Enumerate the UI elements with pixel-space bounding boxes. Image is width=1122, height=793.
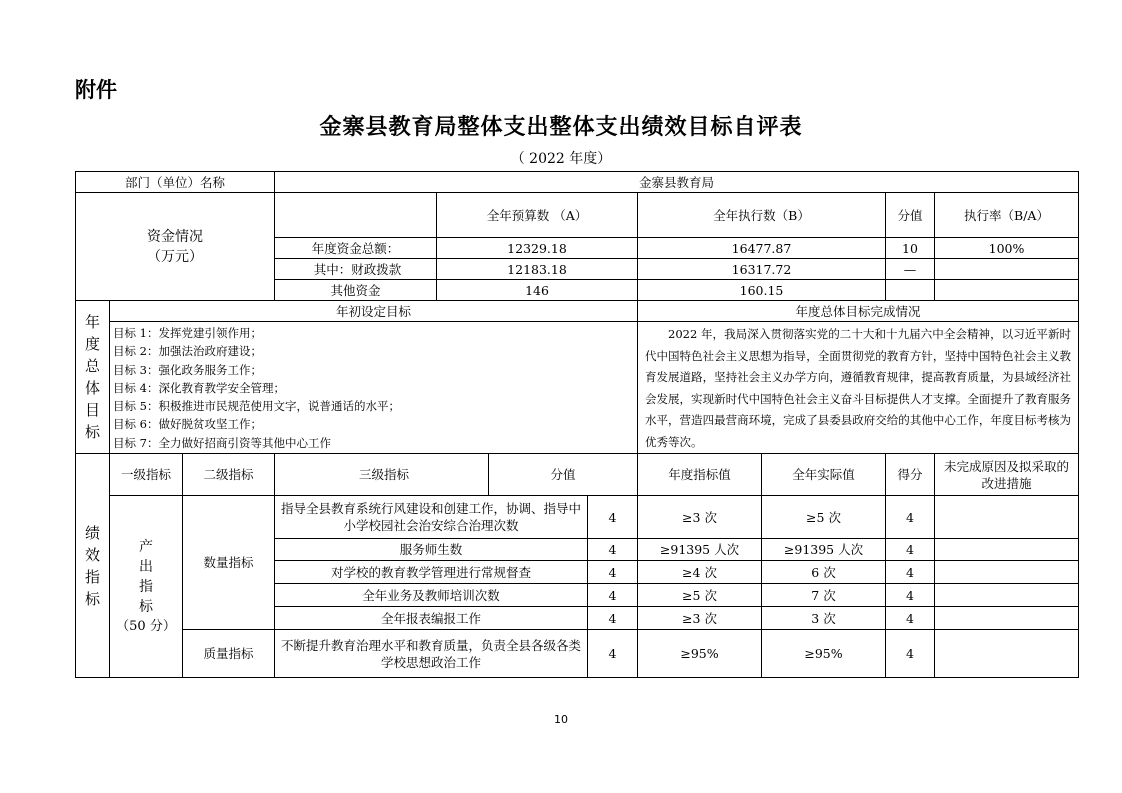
indicator-reason: [935, 496, 1079, 539]
indicator-reason: [935, 607, 1079, 630]
funds-row-rate: 100%: [935, 238, 1079, 259]
funds-row-rate: [935, 280, 1079, 301]
header-level3: 三级指标: [275, 454, 489, 496]
header-target: 年度指标值: [638, 454, 762, 496]
indicator-name: 全年报表编报工作: [275, 607, 588, 630]
evaluation-table: [75, 171, 1079, 678]
indicator-name: 服务师生数: [275, 539, 588, 561]
funds-row-name: 年度资金总额：: [275, 238, 437, 259]
funds-row-executed: 16477.87: [638, 238, 886, 259]
quantity-indicator-label: 数量指标: [183, 496, 275, 630]
indicator-target: ≥95%: [638, 630, 762, 678]
indicator-score: 4: [588, 561, 638, 584]
dept-value: 金寨县教育局: [275, 172, 1079, 193]
indicator-actual: ≥91395 人次: [762, 539, 886, 561]
indicator-target: ≥4 次: [638, 561, 762, 584]
indicator-score: 4: [588, 584, 638, 607]
indicator-actual: ≥5 次: [762, 496, 886, 539]
header-reason: 未完成原因及拟采取的改进措施: [935, 454, 1079, 496]
header-score: 分值: [489, 454, 638, 496]
goal-item: 目标 3：强化政务服务工作；: [113, 362, 262, 377]
indicator-name: 全年业务及教师培训次数: [275, 584, 588, 607]
goal-item: 目标 1：发挥党建引领作用；: [113, 326, 262, 340]
performance-side-label: 绩效指标: [76, 454, 110, 678]
funds-header-budget: 全年预算数 （A）: [437, 193, 638, 238]
indicator-reason: [935, 630, 1079, 678]
attachment-label: 附件: [75, 78, 117, 102]
funds-row-executed: 16317.72: [638, 259, 886, 280]
indicator-reason: [935, 539, 1079, 561]
indicator-got: 4: [886, 607, 935, 630]
year-label: （ 2022 年度）: [510, 151, 612, 167]
funds-label: 资金情况 （万元）: [76, 193, 275, 301]
indicator-target: ≥3 次: [638, 607, 762, 630]
quality-indicator-label: 质量指标: [183, 630, 275, 678]
indicator-actual: ≥95%: [762, 630, 886, 678]
indicator-got: 4: [886, 561, 935, 584]
indicator-actual: 3 次: [762, 607, 886, 630]
header-level2: 二级指标: [183, 454, 275, 496]
indicator-name: 指导全县教育系统行风建设和创建工作，协调、指导中小学校园社会治安综合治理次数: [275, 496, 588, 539]
indicator-score: 4: [588, 630, 638, 678]
funds-header-rate: 执行率（B/A）: [935, 193, 1079, 238]
funds-row-budget: 12329.18: [437, 238, 638, 259]
indicator-name: 对学校的教育教学管理进行常规督查: [275, 561, 588, 584]
page-title: 金寨县教育局整体支出整体支出绩效目标自评表: [319, 115, 803, 140]
funds-row-rate: [935, 259, 1079, 280]
funds-row-score: 10: [886, 238, 935, 259]
indicator-actual: 7 次: [762, 584, 886, 607]
funds-row-name: 其中：财政拨款: [275, 259, 437, 280]
indicator-score: 4: [588, 539, 638, 561]
output-indicator-label: 产出指标 （50 分）: [110, 496, 183, 678]
indicator-got: 4: [886, 584, 935, 607]
indicator-got: 4: [886, 496, 935, 539]
indicator-got: 4: [886, 539, 935, 561]
page-number: 10: [554, 713, 568, 726]
initial-goals-header: 年初设定目标: [110, 301, 638, 322]
indicator-reason: [935, 584, 1079, 607]
funds-row-executed: 160.15: [638, 280, 886, 301]
funds-row-score: [886, 280, 935, 301]
funds-row-name: 其他资金: [275, 280, 437, 301]
indicator-actual: 6 次: [762, 561, 886, 584]
indicator-target: ≥3 次: [638, 496, 762, 539]
indicator-score: 4: [588, 496, 638, 539]
indicator-got: 4: [886, 630, 935, 678]
funds-header-score: 分值: [886, 193, 935, 238]
header-actual: 全年实际值: [762, 454, 886, 496]
goal-item: 目标 4：深化教育教学安全管理；: [113, 380, 285, 395]
funds-row-budget: 146: [437, 280, 638, 301]
header-level1: 一级指标: [110, 454, 183, 496]
goal-item: 目标 7：全力做好招商引资等其他中心工作: [113, 435, 331, 450]
goal-item: 目标 2：加强法治政府建设；: [113, 344, 262, 359]
funds-row-budget: 12183.18: [437, 259, 638, 280]
indicator-target: ≥5 次: [638, 584, 762, 607]
funds-header-blank: [275, 193, 437, 238]
indicator-target: ≥91395 人次: [638, 539, 762, 561]
indicator-score: 4: [588, 607, 638, 630]
overall-side-label: 年度总体目标: [76, 301, 110, 454]
goal-item: 目标 5：积极推进市民规范使用文字，说普通话的水平；: [113, 399, 400, 414]
goal-item: 目标 6：做好脱贫攻坚工作；: [113, 417, 262, 432]
initial-goals-list: [110, 322, 638, 454]
header-got: 得分: [886, 454, 935, 496]
funds-header-executed: 全年执行数（B）: [638, 193, 886, 238]
funds-row-score: —: [886, 259, 935, 280]
completion-header: 年度总体目标完成情况: [638, 301, 1079, 322]
indicator-name: 不断提升教育治理水平和教育质量，负责全县各级各类学校思想政治工作: [275, 630, 588, 678]
indicator-reason: [935, 561, 1079, 584]
dept-label: 部门（单位）名称: [76, 172, 275, 193]
completion-summary: 2022 年，我局深入贯彻落实党的二十大和十九届六中全会精神，以习近平新时代中国特色社会主义思想为指导，全面贯彻党的教育方针，坚持中国特色社会主义教育发展道路，坚持社会主义办学方向，遵循教育规律，提高教育质量，为县域经济社会发展，实现新时代中国特色社会主义奋斗目标提供人才支撑。全面提升了教育服务水平，营造四最营商环境，完成了县委县政府交给的其他中心工作，年度目标考核为优秀等次。: [638, 322, 1079, 454]
